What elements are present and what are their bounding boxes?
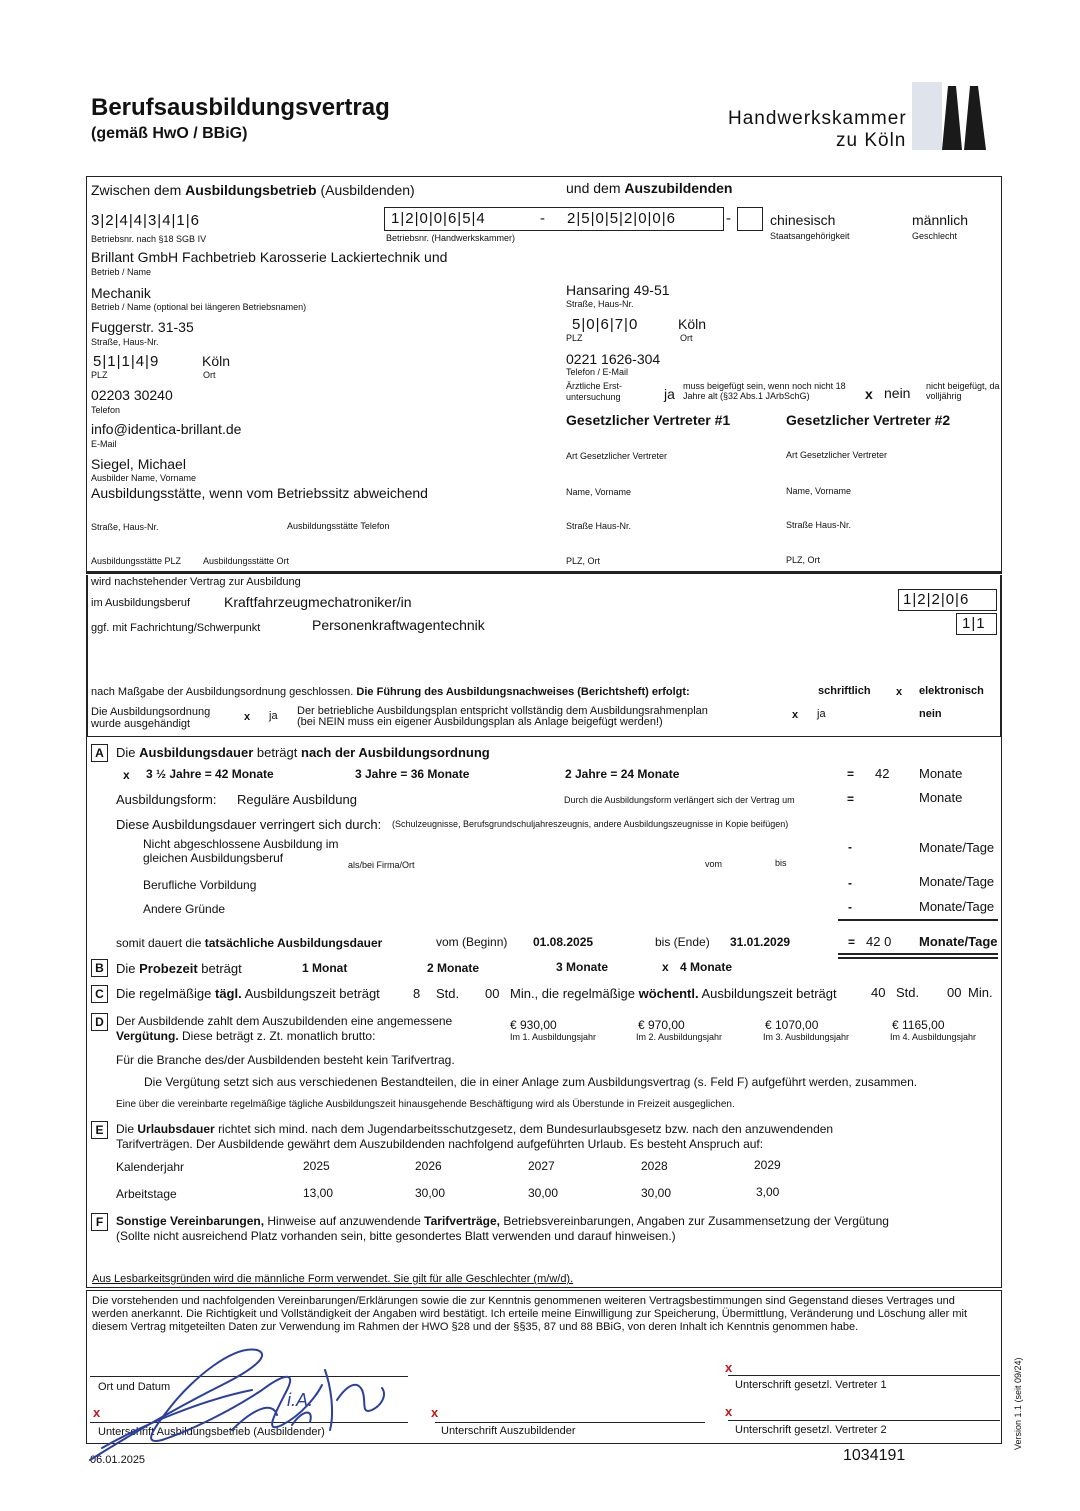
section-c-label: C: [91, 985, 108, 1003]
duration-months-label: Monate: [919, 766, 963, 781]
medical-ja[interactable]: ja: [664, 386, 675, 402]
trainee-sign-line: [435, 1422, 705, 1423]
trainee-plz: 5|0|6|7|0: [572, 316, 639, 333]
salary-year-1: € 930,00: [510, 1018, 557, 1032]
trainee-phone: 0221 1626-304: [566, 351, 661, 367]
weekly-hours: 40: [871, 985, 886, 1000]
vacation-text-1: Die Urlaubsdauer richtet sich mind. nach dem Jugendarbeitsschutzgesetz, dem Bundesurlaubsgesetz bzw. nach den anzuwendenden: [116, 1122, 834, 1136]
site-phone-label: Ausbildungsstätte Telefon: [287, 521, 390, 531]
chamber-name: Handwerkskammer: [728, 108, 907, 129]
number-separator: -: [540, 210, 545, 227]
work-days-label: Arbeitstage: [116, 1187, 177, 1201]
probation-3[interactable]: 3 Monate: [556, 960, 609, 974]
chamber-logo-icon: [912, 82, 990, 150]
section-a-title: Die Ausbildungsdauer beträgt nach der Ausbildungsordnung: [116, 745, 490, 760]
vacation-year-2029: 2029: [754, 1158, 781, 1172]
salary-year-2: € 970,00: [638, 1018, 685, 1032]
trainee-plz-label: PLZ: [566, 333, 583, 343]
rep2-heading: Gesetzlicher Vertreter #2: [786, 412, 951, 428]
signing-date: 06.01.2025: [90, 1454, 146, 1466]
specialty-code: 1|1: [962, 615, 986, 632]
section-f-label: F: [91, 1213, 108, 1231]
specialty-label: ggf. mit Fachrichtung/Schwerpunkt: [91, 622, 261, 634]
reduction-1-dash: -: [848, 840, 852, 854]
form-label: Ausbildungsform:: [116, 792, 217, 807]
contract-order-line: nach Maßgabe der Ausbildungsordnung geschlossen. Die Führung des Ausbildungsnachweises (Berichtsheft) erfolgt:: [91, 686, 690, 698]
place-date-label: Ort und Datum: [98, 1381, 171, 1393]
rep1-sign-line: [728, 1375, 1000, 1376]
signature-ia: i.A.: [287, 1390, 314, 1410]
reduction-to: bis: [775, 858, 787, 868]
salary-year-4: € 1165,00: [892, 1018, 945, 1032]
calendar-year-label: Kalenderjahr: [116, 1160, 185, 1174]
medical-nein[interactable]: nein: [884, 385, 911, 401]
duration-months-value: 42: [875, 766, 890, 781]
reduction-vocational: Berufliche Vorbildung: [143, 878, 257, 892]
rep1-name-label: Name, Vorname: [566, 487, 632, 497]
contract-intro: wird nachstehender Vertrag zur Ausbildung: [91, 576, 301, 588]
salary-year-1-label: Im 1. Ausbildungsjahr: [510, 1032, 597, 1042]
frame-left: [86, 575, 88, 736]
vacation-text-2: Tarifverträgen. Der Ausbildende gewährt dem Auszubildenden nachfolgend aufgeführten Urlaub. Es besteht Anspruch auf:: [116, 1137, 764, 1151]
divider: [86, 572, 1002, 574]
company-email: info@identica-brillant.de: [91, 421, 242, 437]
plan-nein[interactable]: nein: [919, 708, 942, 720]
vacation-days-2027: 30,00: [528, 1186, 559, 1200]
company-sgb-number: 3|2|4|4|3|4|1|6: [91, 212, 201, 229]
medical-note: muss beigefügt sein, wenn noch nicht 18 Jahre alt (§32 Abs.1 JArbSchG): [683, 381, 846, 401]
frame-right: [1000, 575, 1002, 736]
trainee-street-label: Straße, Haus-Nr.: [566, 299, 634, 309]
occupation-value: Kraftfahrzeugmechatroniker/in: [224, 594, 412, 610]
actual-duration-unit: Monate/Tage: [919, 934, 998, 949]
total-line-1: [838, 953, 998, 955]
training-site-heading: Ausbildungsstätte, wenn vom Betriebssitz abweichend: [91, 485, 428, 501]
trainee-heading: und dem Auszubildenden: [566, 180, 733, 196]
actual-duration-value: 42 0: [866, 934, 892, 949]
hwk-number-label: Betriebsnr. (Handwerkskammer): [386, 233, 516, 243]
company-plz-label: PLZ: [91, 370, 108, 380]
trainer-name-label: Ausbilder Name, Vorname: [91, 473, 197, 483]
trainee-street: Hansaring 49-51: [566, 282, 670, 298]
section-d-label: D: [91, 1013, 108, 1031]
nationality-label: Staatsangehörigkeit: [770, 231, 850, 241]
company-city-label: Ort: [203, 370, 216, 380]
sgb-number-label: Betriebsnr. nach §18 SGB IV: [91, 234, 207, 244]
other-agreements-text: Sonstige Vereinbarungen, Hinweise auf anzuwendende Tarifverträge, Betriebsvereinbarungen, Angaben zur Zusammensetzung der Vergütung: [116, 1214, 889, 1228]
rep1-type-label: Art Gesetzlicher Vertreter: [566, 451, 668, 461]
salary-year-3-label: Im 3. Ausbildungsjahr: [763, 1032, 850, 1042]
actual-duration-text: somit dauert die tatsächliche Ausbildungsdauer: [116, 936, 383, 950]
sum-line: [838, 919, 998, 921]
rep2-plz-label: PLZ, Ort: [786, 555, 821, 565]
rep2-sign-label: Unterschrift gesetzl. Vertreter 2: [735, 1424, 887, 1436]
overtime-text: Eine über die vereinbarte regelmäßige tägliche Ausbildungszeit hinausgehende Beschäftigung wird als Überstunde in Freizeit ausgeglichen.: [116, 1099, 735, 1110]
probation-4[interactable]: 4 Monate: [680, 960, 733, 974]
medical-nein-mark: x: [865, 386, 873, 402]
salary-year-3: € 1070,00: [765, 1018, 819, 1032]
end-date: 31.01.2029: [730, 935, 791, 949]
rep2-sign-mark: x: [725, 1404, 733, 1419]
reduction-3-unit: Monate/Tage: [919, 899, 995, 914]
actual-eq: =: [848, 935, 856, 949]
reduction-3-dash: -: [848, 900, 852, 914]
daily-minutes: 00: [485, 986, 500, 1001]
no-tariff-text: Für die Branche des/der Ausbildenden besteht kein Tarifvertrag.: [116, 1053, 455, 1067]
vacation-days-2026: 30,00: [415, 1186, 446, 1200]
form-value: Reguläre Ausbildung: [237, 792, 357, 807]
site-city-label: Ausbildungsstätte Ort: [203, 556, 290, 566]
salary-text-1: Der Ausbildende zahlt dem Auszubildenden eine angemessene: [116, 1014, 453, 1028]
version-note: Version 1.1 (seit 09/24): [1013, 1357, 1023, 1450]
reduce-text: Diese Ausbildungsdauer verringert sich durch:: [116, 817, 382, 832]
trainer-name: Siegel, Michael: [91, 456, 186, 472]
vacation-days-2029: 3,00: [756, 1185, 780, 1199]
salary-components-text: Die Vergütung setzt sich aus verschiedenen Bestandteilen, die in einer Anlage zum Ausbildungsvertrag (s. Feld F) aufgeführt werden, zusammen.: [144, 1075, 918, 1089]
medical-exam-label: Ärztliche Erst-untersuchung: [566, 381, 623, 402]
duration-option-36[interactable]: 3 Jahre = 36 Monate: [355, 767, 470, 781]
rep1-plz-label: PLZ, Ort: [566, 556, 601, 566]
section-e-label: E: [91, 1121, 108, 1139]
trainee-sign-mark: x: [431, 1405, 439, 1420]
begin-label: vom (Beginn): [436, 935, 508, 949]
trainee-city: Köln: [678, 316, 707, 332]
weekly-minutes-unit: Min.: [968, 985, 993, 1000]
salary-text-2: Vergütung. Diese beträgt z. Zt. monatlich brutto:: [116, 1029, 376, 1043]
company-street: Fuggerstr. 31-35: [91, 319, 194, 335]
chamber-city: zu Köln: [836, 130, 907, 151]
weekly-minutes: 00: [947, 985, 962, 1000]
consent-text: Die vorstehenden und nachfolgenden Vereinbarungen/Erklärungen sowie die zur Kenntnis genommenen weiteren Vertragsbestimmungen sind Gegenstand dieses Vertrages und werden anerkannt. Die Richtigkeit und Vollständigkeit der Angaben wird bestätigt. Ich erteile meine Einwilligung zur Speicherung, Übermittlung, Veränderung und Löschung aller mit diesem Vertrag mitgeteilten Daten zur Verwendung im Rahmen der HWO §28 und der §§35, 87 und 88 BBiG, von deren Inhalt ich Kenntnis genommen habe.: [92, 1295, 968, 1333]
begin-date: 01.08.2025: [533, 935, 594, 949]
vacation-year-2027: 2027: [528, 1159, 555, 1173]
document-number: 1034191: [843, 1447, 906, 1464]
site-street-label: Straße, Haus-Nr.: [91, 522, 159, 532]
handed-ja[interactable]: ja: [269, 710, 278, 722]
reduction-other: Andere Gründe: [143, 902, 226, 916]
salary-year-2-label: Im 2. Ausbildungsjahr: [636, 1032, 723, 1042]
record-electronic[interactable]: elektronisch: [919, 685, 984, 697]
end-label: bis (Ende): [655, 935, 710, 949]
medical-nein-note: nicht beigefügt, da volljährig: [926, 381, 1000, 401]
company-name-label: Betrieb / Name: [91, 267, 152, 277]
rep1-heading: Gesetzlicher Vertreter #1: [566, 412, 731, 428]
handed-text: Die Ausbildungsordnung wurde ausgehändigt: [91, 706, 211, 730]
document-title: Berufsausbildungsvertrag: [91, 94, 390, 121]
reduction-1-unit: Monate/Tage: [919, 840, 995, 855]
handed-mark: x: [244, 711, 251, 723]
trainee-number: 2|5|0|5|2|0|0|6: [567, 210, 677, 227]
hwk-number: 1|2|0|0|6|5|4: [391, 210, 486, 227]
probation-1[interactable]: 1 Monat: [302, 961, 348, 975]
section-a-label: A: [91, 744, 108, 762]
reduction-2-unit: Monate/Tage: [919, 874, 995, 889]
record-mark: x: [896, 686, 903, 698]
daily-hours-unit: Std.: [436, 986, 460, 1001]
site-plz-label: Ausbildungsstätte PLZ: [91, 556, 182, 566]
extend-unit: Monate: [919, 790, 963, 805]
trainee-city-label: Ort: [680, 333, 693, 343]
weekly-hours-unit: Std.: [896, 985, 920, 1000]
specialty-value: Personenkraftwagentechnik: [312, 617, 485, 633]
vacation-days-2028: 30,00: [641, 1186, 672, 1200]
company-sign-label: Unterschrift Ausbildungsbetrieb (Ausbildender): [98, 1426, 325, 1438]
duration-eq: =: [847, 767, 855, 781]
rep1-sign-label: Unterschrift gesetzl. Vertreter 1: [735, 1379, 887, 1391]
company-plz: 5|1|1|4|9: [93, 353, 160, 370]
probation-mark: x: [662, 960, 669, 974]
rep2-name-label: Name, Vorname: [786, 486, 852, 496]
company-phone-label: Telefon: [91, 405, 121, 415]
plan-ja[interactable]: ja: [817, 708, 826, 720]
vacation-year-2026: 2026: [415, 1159, 442, 1173]
reduction-from: vom: [705, 859, 723, 869]
company-email-label: E-Mail: [91, 439, 117, 449]
section-b-label: B: [91, 959, 108, 977]
total-line-2: [838, 957, 998, 959]
section-c-text: Die regelmäßige tägl. Ausbildungszeit beträgt: [116, 986, 380, 1001]
rep1-street-label: Straße Haus-Nr.: [566, 521, 632, 531]
vacation-year-2025: 2025: [303, 1159, 330, 1173]
reduction-prior-training: Nicht abgeschlossene Ausbildung im gleichen Ausbildungsberuf: [143, 837, 339, 865]
reduction-at: als/bei Firma/Ort: [348, 860, 415, 870]
reduction-2-dash: -: [848, 876, 852, 890]
plan-mark: x: [792, 709, 799, 721]
salary-year-4-label: Im 4. Ausbildungsjahr: [890, 1032, 977, 1042]
section-b-text: Die Probezeit beträgt: [116, 961, 242, 976]
gender-value: männlich: [912, 212, 969, 228]
parties-frame: [86, 176, 1002, 572]
occupation-code: 1|2|2|0|6: [903, 591, 970, 608]
rep1-sign-mark: x: [725, 1360, 733, 1375]
company-name-2: Mechanik: [91, 285, 151, 301]
number-separator-2: -: [726, 210, 731, 227]
probation-2[interactable]: 2 Monate: [427, 961, 480, 975]
vacation-days-2025: 13,00: [303, 1186, 334, 1200]
weekly-text: Min., die regelmäßige wöchentl. Ausbildungszeit beträgt: [510, 986, 837, 1001]
handwritten-signature: [82, 1330, 412, 1470]
nationality-value: chinesisch: [770, 212, 836, 228]
extend-eq: =: [847, 792, 855, 806]
trainee-phone-label: Telefon / E-Mail: [566, 367, 629, 377]
company-name-2-label: Betrieb / Name (optional bei längeren Betriebsnamen): [91, 302, 307, 312]
duration-option-24[interactable]: 2 Jahre = 24 Monate: [565, 767, 680, 781]
company-city: Köln: [202, 353, 231, 369]
company-sign-mark: x: [93, 1405, 101, 1420]
company-name: Brillant GmbH Fachbetrieb Karosserie Lackiertechnik und: [91, 249, 448, 265]
daily-hours: 8: [413, 986, 421, 1001]
document-subtitle: (gemäß HwO / BBiG): [91, 125, 248, 142]
duration-mark: x: [123, 768, 130, 782]
extend-text: Durch die Ausbildungsform verlängert sich der Vertrag um: [564, 795, 795, 805]
company-heading: Zwischen dem Ausbildungsbetrieb (Ausbildenden): [91, 182, 415, 198]
rep2-type-label: Art Gesetzlicher Vertreter: [786, 450, 888, 460]
record-written[interactable]: schriftlich: [818, 685, 871, 697]
gender-note: Aus Lesbarkeitsgründen wird die männliche Form verwendet. Sie gilt für alle Geschlechter (m/w/d).: [92, 1273, 574, 1285]
rep2-street-label: Straße Haus-Nr.: [786, 520, 852, 530]
gender-label: Geschlecht: [912, 231, 958, 241]
rep2-sign-line: [728, 1420, 1000, 1421]
duration-option-42[interactable]: 3 ½ Jahre = 42 Monate: [146, 767, 274, 781]
occupation-label: im Ausbildungsberuf: [91, 597, 191, 609]
reduce-note: (Schulzeugnisse, Berufsgrundschuljahreszeugnis, andere Ausbildungszeugnisse in Kopie beifügen): [392, 819, 789, 829]
vacation-year-2028: 2028: [641, 1159, 668, 1173]
plan-text: Der betriebliche Ausbildungsplan entspricht vollständig dem Ausbildungsrahmenplan (bei NEIN muss ein eigener Ausbildungsplan als Anlage beigefügt werden!): [297, 705, 708, 728]
trainee-sign-label: Unterschrift Auszubildender: [441, 1425, 576, 1437]
check-digit-box[interactable]: [737, 207, 763, 231]
other-agreements-note: (Sollte nicht ausreichend Platz vorhanden sein, bitte gesondertes Blatt verwenden und darauf hinweisen.): [116, 1229, 676, 1243]
company-phone: 02203 30240: [91, 387, 173, 403]
company-street-label: Straße, Haus-Nr.: [91, 337, 159, 347]
